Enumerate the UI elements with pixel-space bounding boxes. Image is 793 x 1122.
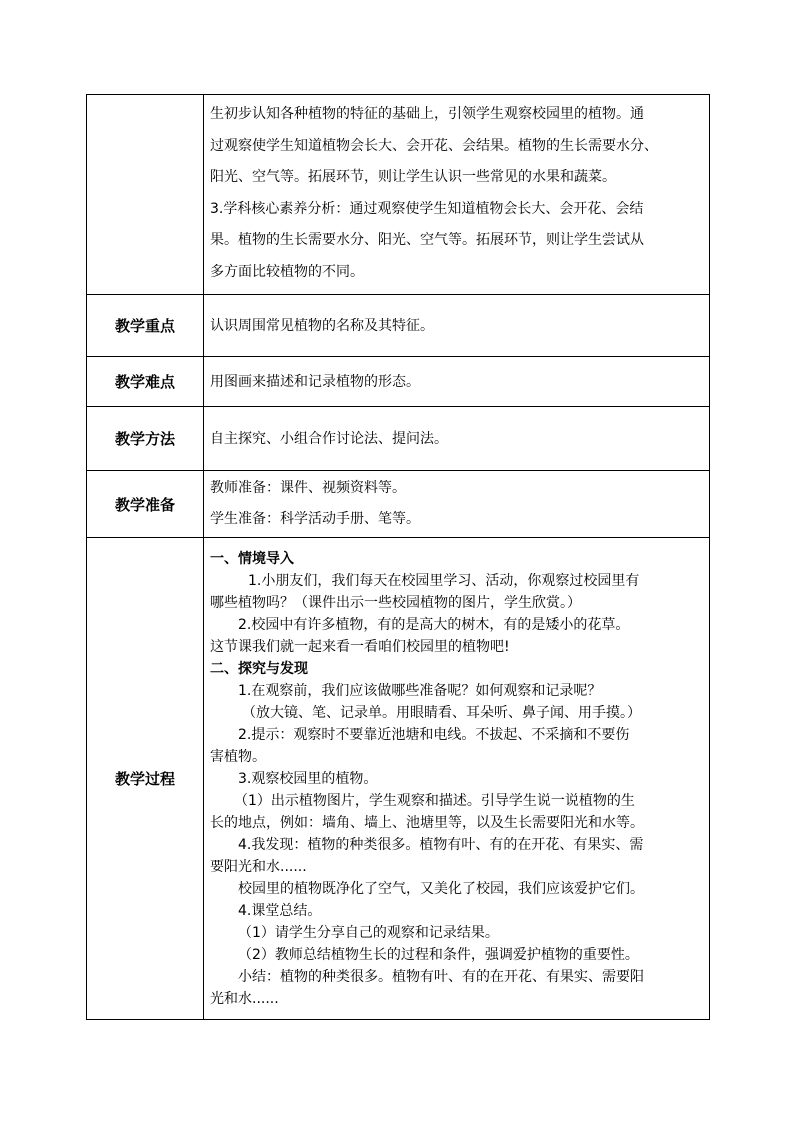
process-content: [204, 538, 710, 1020]
key-points-row: [87, 295, 710, 357]
process-line: 这节课我们就一起来看一看咱们校园里的植物吧!: [210, 638, 510, 655]
difficulties-label: 教学难点: [87, 357, 204, 407]
analysis-line: 3.学科核心素养分析：通过观察使学生知道植物会长大、会开花、会结: [210, 200, 644, 217]
key-points-text: 认识周围常见植物的名称及其特征。: [204, 295, 710, 357]
student-preparation: 学生准备：科学活动手册、笔等。: [210, 511, 420, 527]
preparation-content: [204, 471, 710, 538]
process-line: （1）出示植物图片，学生观察和描述。引导学生说一说植物的生: [234, 792, 635, 809]
methods-label: 教学方法: [87, 407, 204, 471]
process-line: （2）教师总结植物生长的过程和条件，强调爱护植物的重要性。: [238, 946, 639, 963]
summary-line: 光和水......: [210, 990, 279, 1007]
process-line: （1）请学生分享自己的观察和记录结果。: [238, 924, 499, 941]
methods-text: 自主探究、小组合作讨论法、提问法。: [204, 407, 710, 471]
difficulties-row: [87, 357, 710, 407]
process-line: 1.在观察前，我们应该做哪些准备呢？如何观察和记录呢？: [238, 682, 602, 699]
process-line: 2.提示：观察时不要靠近池塘和电线。不拔起、不采摘和不要伤: [238, 726, 630, 743]
methods-row: [87, 407, 710, 471]
preparation-row: [87, 471, 710, 538]
analysis-row: [87, 95, 710, 295]
process-line: 1.小朋友们，我们每天在校园里学习、活动，你观察过校园里有: [248, 572, 640, 589]
lesson-plan-table: [86, 94, 710, 1020]
analysis-line: 生初步认知各种植物的特征的基础上，引领学生观察校园里的植物。通: [210, 106, 644, 122]
preparation-label: 教学准备: [87, 471, 204, 538]
process-line: 要阳光和水......: [210, 858, 307, 875]
summary-line: 小结：植物的种类很多。植物有叶、有的在开花、有果实、需要阳: [238, 968, 644, 985]
process-line: 害植物。: [210, 748, 266, 765]
analysis-line: 多方面比较植物的不同。: [210, 263, 364, 280]
process-line: 4.课堂总结。: [238, 902, 322, 919]
difficulties-text: 用图画来描述和记录植物的形态。: [204, 357, 710, 407]
process-line: 校园里的植物既净化了空气，又美化了校园，我们应该爱护它们。: [238, 880, 644, 897]
process-line: 3.观察校园里的植物。: [238, 770, 378, 787]
analysis-line: 过观察使学生知道植物会长大、会开花、会结果。植物的生长需要水分、: [210, 137, 658, 154]
process-line: 长的地点，例如：墙角、墙上、池塘里等，以及生长需要阳光和水等。: [210, 814, 644, 831]
process-label: 教学过程: [87, 538, 204, 1020]
process-line: 2.校园中有许多植物，有的是高大的树木，有的是矮小的花草。: [238, 616, 630, 633]
process-row: [87, 538, 710, 1020]
process-line: 哪些植物吗？（课件出示一些校园植物的图片，学生欣赏。）: [210, 594, 581, 611]
process-line: （放大镜、笔、记录单。用眼睛看、耳朵听、鼻子闻、用手摸。）: [242, 704, 641, 721]
section-title: 二、探究与发现: [210, 660, 308, 677]
section-title: 一、情境导入: [210, 550, 294, 567]
analysis-line: 阳光、空气等。拓展环节，则让学生认识一些常见的水果和蔬菜。: [210, 169, 616, 185]
key-points-label: 教学重点: [87, 295, 204, 357]
teacher-preparation: 教师准备：课件、视频资料等。: [210, 480, 406, 496]
analysis-label-cell: [87, 95, 204, 295]
analysis-line: 果。植物的生长需要水分、阳光、空气等。拓展环节，则让学生尝试从: [210, 232, 644, 248]
process-line: 4.我发现：植物的种类很多。植物有叶、有的在开花、有果实、需: [238, 836, 644, 853]
analysis-content-cell: [204, 95, 710, 295]
